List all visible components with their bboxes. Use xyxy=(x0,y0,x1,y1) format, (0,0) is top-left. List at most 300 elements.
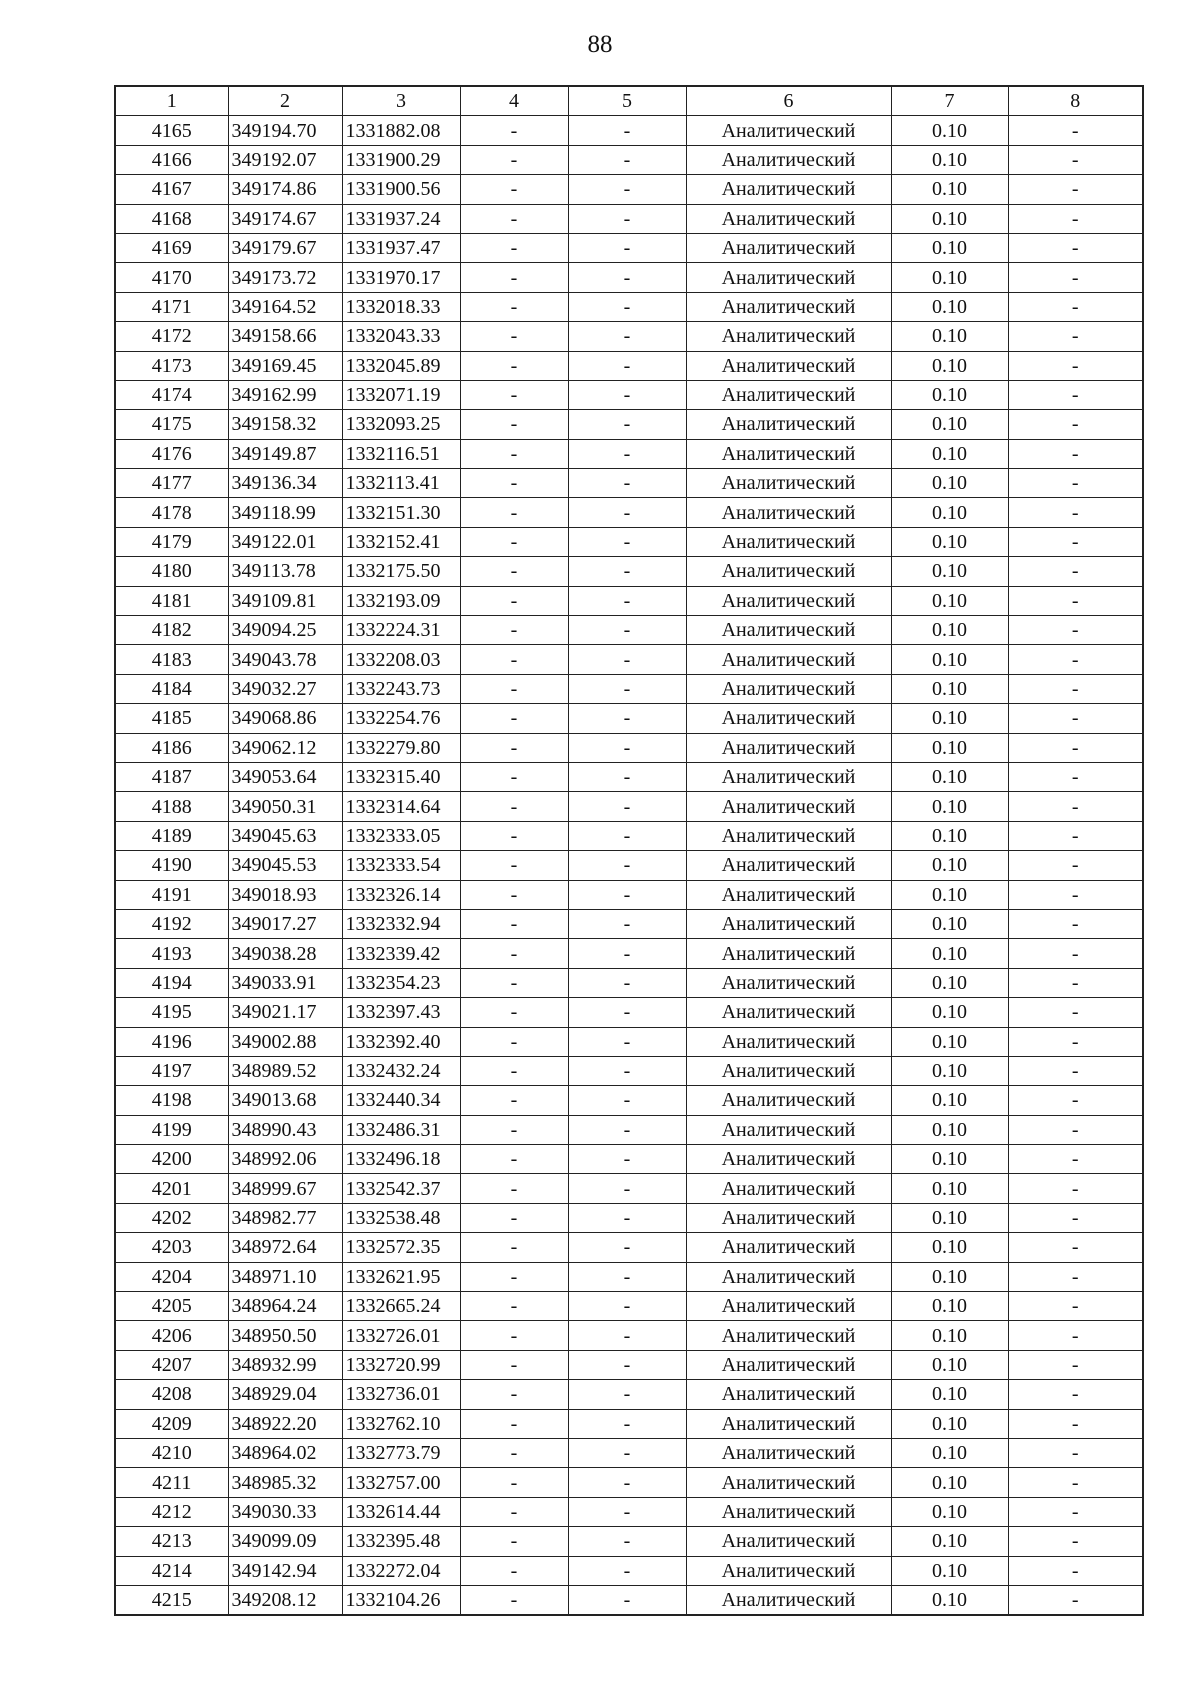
method-cell: Аналитический xyxy=(686,968,891,997)
accuracy-cell: 0.10 xyxy=(891,263,1008,292)
table-row xyxy=(115,1468,1143,1497)
accuracy-cell: 0.10 xyxy=(891,292,1008,321)
y-coordinate-cell: 1332104.26 xyxy=(342,1585,460,1615)
y-coordinate-cell: 1332043.33 xyxy=(342,322,460,351)
accuracy-cell: 0.10 xyxy=(891,1527,1008,1556)
accuracy-cell: 0.10 xyxy=(891,145,1008,174)
y-coordinate-cell: 1332272.04 xyxy=(342,1556,460,1585)
method-cell: Аналитический xyxy=(686,204,891,233)
table-row xyxy=(115,821,1143,850)
col5-cell: - xyxy=(568,410,686,439)
point-number-cell: 4204 xyxy=(115,1262,228,1291)
y-coordinate-cell: 1332113.41 xyxy=(342,469,460,498)
point-number-cell: 4205 xyxy=(115,1292,228,1321)
col5-cell: - xyxy=(568,1409,686,1438)
method-cell: Аналитический xyxy=(686,322,891,351)
col5-cell: - xyxy=(568,175,686,204)
x-coordinate-cell: 349118.99 xyxy=(228,498,342,527)
col8-cell: - xyxy=(1008,469,1143,498)
column-header: 3 xyxy=(342,86,460,116)
col4-cell: - xyxy=(460,851,568,880)
accuracy-cell: 0.10 xyxy=(891,498,1008,527)
col5-cell: - xyxy=(568,1233,686,1262)
accuracy-cell: 0.10 xyxy=(891,909,1008,938)
col5-cell: - xyxy=(568,674,686,703)
x-coordinate-cell: 349164.52 xyxy=(228,292,342,321)
method-cell: Аналитический xyxy=(686,733,891,762)
accuracy-cell: 0.10 xyxy=(891,704,1008,733)
col4-cell: - xyxy=(460,233,568,262)
accuracy-cell: 0.10 xyxy=(891,1027,1008,1056)
y-coordinate-cell: 1332736.01 xyxy=(342,1380,460,1409)
col4-cell: - xyxy=(460,1468,568,1497)
col5-cell: - xyxy=(568,1203,686,1232)
point-number-cell: 4194 xyxy=(115,968,228,997)
x-coordinate-cell: 349142.94 xyxy=(228,1556,342,1585)
point-number-cell: 4206 xyxy=(115,1321,228,1350)
col5-cell: - xyxy=(568,616,686,645)
method-cell: Аналитический xyxy=(686,1027,891,1056)
accuracy-cell: 0.10 xyxy=(891,1350,1008,1379)
y-coordinate-cell: 1332354.23 xyxy=(342,968,460,997)
method-cell: Аналитический xyxy=(686,1497,891,1526)
method-cell: Аналитический xyxy=(686,527,891,556)
accuracy-cell: 0.10 xyxy=(891,1438,1008,1467)
method-cell: Аналитический xyxy=(686,1585,891,1615)
point-number-cell: 4202 xyxy=(115,1203,228,1232)
y-coordinate-cell: 1332279.80 xyxy=(342,733,460,762)
column-header: 4 xyxy=(460,86,568,116)
x-coordinate-cell: 349192.07 xyxy=(228,145,342,174)
accuracy-cell: 0.10 xyxy=(891,380,1008,409)
method-cell: Аналитический xyxy=(686,586,891,615)
col5-cell: - xyxy=(568,1468,686,1497)
y-coordinate-cell: 1332208.03 xyxy=(342,645,460,674)
column-header: 8 xyxy=(1008,86,1143,116)
point-number-cell: 4186 xyxy=(115,733,228,762)
point-number-cell: 4193 xyxy=(115,939,228,968)
y-coordinate-cell: 1332175.50 xyxy=(342,557,460,586)
col4-cell: - xyxy=(460,1321,568,1350)
col4-cell: - xyxy=(460,439,568,468)
col5-cell: - xyxy=(568,439,686,468)
col8-cell: - xyxy=(1008,1292,1143,1321)
col5-cell: - xyxy=(568,939,686,968)
x-coordinate-cell: 348971.10 xyxy=(228,1262,342,1291)
accuracy-cell: 0.10 xyxy=(891,998,1008,1027)
x-coordinate-cell: 349136.34 xyxy=(228,469,342,498)
x-coordinate-cell: 349045.63 xyxy=(228,821,342,850)
x-coordinate-cell: 348990.43 xyxy=(228,1115,342,1144)
table-row xyxy=(115,998,1143,1027)
method-cell: Аналитический xyxy=(686,1262,891,1291)
x-coordinate-cell: 349094.25 xyxy=(228,616,342,645)
method-cell: Аналитический xyxy=(686,1115,891,1144)
table-row xyxy=(115,145,1143,174)
col5-cell: - xyxy=(568,380,686,409)
col5-cell: - xyxy=(568,704,686,733)
point-number-cell: 4174 xyxy=(115,380,228,409)
point-number-cell: 4191 xyxy=(115,880,228,909)
x-coordinate-cell: 349038.28 xyxy=(228,939,342,968)
col8-cell: - xyxy=(1008,1115,1143,1144)
col5-cell: - xyxy=(568,1262,686,1291)
x-coordinate-cell: 348982.77 xyxy=(228,1203,342,1232)
y-coordinate-cell: 1332151.30 xyxy=(342,498,460,527)
col4-cell: - xyxy=(460,909,568,938)
point-number-cell: 4165 xyxy=(115,116,228,145)
col4-cell: - xyxy=(460,1438,568,1467)
y-coordinate-cell: 1332395.48 xyxy=(342,1527,460,1556)
col5-cell: - xyxy=(568,1380,686,1409)
method-cell: Аналитический xyxy=(686,674,891,703)
accuracy-cell: 0.10 xyxy=(891,1585,1008,1615)
point-number-cell: 4213 xyxy=(115,1527,228,1556)
col4-cell: - xyxy=(460,645,568,674)
y-coordinate-cell: 1332045.89 xyxy=(342,351,460,380)
method-cell: Аналитический xyxy=(686,1086,891,1115)
x-coordinate-cell: 349033.91 xyxy=(228,968,342,997)
accuracy-cell: 0.10 xyxy=(891,439,1008,468)
point-number-cell: 4188 xyxy=(115,792,228,821)
point-number-cell: 4184 xyxy=(115,674,228,703)
point-number-cell: 4214 xyxy=(115,1556,228,1585)
col8-cell: - xyxy=(1008,145,1143,174)
table-row xyxy=(115,792,1143,821)
accuracy-cell: 0.10 xyxy=(891,175,1008,204)
col4-cell: - xyxy=(460,1145,568,1174)
col4-cell: - xyxy=(460,498,568,527)
x-coordinate-cell: 349174.67 xyxy=(228,204,342,233)
x-coordinate-cell: 348950.50 xyxy=(228,1321,342,1350)
col4-cell: - xyxy=(460,1233,568,1262)
accuracy-cell: 0.10 xyxy=(891,1380,1008,1409)
accuracy-cell: 0.10 xyxy=(891,469,1008,498)
accuracy-cell: 0.10 xyxy=(891,821,1008,850)
point-number-cell: 4200 xyxy=(115,1145,228,1174)
table-row xyxy=(115,733,1143,762)
col5-cell: - xyxy=(568,1115,686,1144)
col8-cell: - xyxy=(1008,762,1143,791)
table-row xyxy=(115,1585,1143,1615)
x-coordinate-cell: 348985.32 xyxy=(228,1468,342,1497)
point-number-cell: 4177 xyxy=(115,469,228,498)
method-cell: Аналитический xyxy=(686,1350,891,1379)
table-row xyxy=(115,175,1143,204)
col4-cell: - xyxy=(460,1409,568,1438)
col4-cell: - xyxy=(460,792,568,821)
method-cell: Аналитический xyxy=(686,175,891,204)
col5-cell: - xyxy=(568,821,686,850)
method-cell: Аналитический xyxy=(686,351,891,380)
x-coordinate-cell: 349158.32 xyxy=(228,410,342,439)
point-number-cell: 4182 xyxy=(115,616,228,645)
accuracy-cell: 0.10 xyxy=(891,616,1008,645)
col5-cell: - xyxy=(568,1056,686,1085)
method-cell: Аналитический xyxy=(686,1527,891,1556)
col8-cell: - xyxy=(1008,821,1143,850)
table-row xyxy=(115,645,1143,674)
x-coordinate-cell: 349179.67 xyxy=(228,233,342,262)
method-cell: Аналитический xyxy=(686,469,891,498)
col5-cell: - xyxy=(568,1086,686,1115)
table-row xyxy=(115,939,1143,968)
y-coordinate-cell: 1332757.00 xyxy=(342,1468,460,1497)
x-coordinate-cell: 349002.88 xyxy=(228,1027,342,1056)
table-row xyxy=(115,233,1143,262)
point-number-cell: 4207 xyxy=(115,1350,228,1379)
col5-cell: - xyxy=(568,204,686,233)
x-coordinate-cell: 349122.01 xyxy=(228,527,342,556)
col8-cell: - xyxy=(1008,1527,1143,1556)
col8-cell: - xyxy=(1008,1438,1143,1467)
y-coordinate-cell: 1332762.10 xyxy=(342,1409,460,1438)
coordinates-table xyxy=(114,85,1144,1616)
accuracy-cell: 0.10 xyxy=(891,792,1008,821)
point-number-cell: 4211 xyxy=(115,1468,228,1497)
method-cell: Аналитический xyxy=(686,292,891,321)
point-number-cell: 4179 xyxy=(115,527,228,556)
point-number-cell: 4196 xyxy=(115,1027,228,1056)
col5-cell: - xyxy=(568,1350,686,1379)
method-cell: Аналитический xyxy=(686,439,891,468)
col8-cell: - xyxy=(1008,909,1143,938)
table-row xyxy=(115,1438,1143,1467)
table-row xyxy=(115,1056,1143,1085)
x-coordinate-cell: 348964.24 xyxy=(228,1292,342,1321)
col8-cell: - xyxy=(1008,1086,1143,1115)
table-row xyxy=(115,410,1143,439)
col4-cell: - xyxy=(460,1556,568,1585)
table-row xyxy=(115,1027,1143,1056)
table-row xyxy=(115,968,1143,997)
col4-cell: - xyxy=(460,145,568,174)
col8-cell: - xyxy=(1008,233,1143,262)
x-coordinate-cell: 349162.99 xyxy=(228,380,342,409)
col4-cell: - xyxy=(460,410,568,439)
col5-cell: - xyxy=(568,469,686,498)
col4-cell: - xyxy=(460,204,568,233)
table-row xyxy=(115,704,1143,733)
col8-cell: - xyxy=(1008,1321,1143,1350)
column-header: 7 xyxy=(891,86,1008,116)
table-row xyxy=(115,1262,1143,1291)
y-coordinate-cell: 1332572.35 xyxy=(342,1233,460,1262)
col4-cell: - xyxy=(460,939,568,968)
y-coordinate-cell: 1332397.43 xyxy=(342,998,460,1027)
y-coordinate-cell: 1332152.41 xyxy=(342,527,460,556)
col8-cell: - xyxy=(1008,1585,1143,1615)
col8-cell: - xyxy=(1008,1056,1143,1085)
method-cell: Аналитический xyxy=(686,792,891,821)
table-row xyxy=(115,1380,1143,1409)
col8-cell: - xyxy=(1008,1174,1143,1203)
y-coordinate-cell: 1331937.47 xyxy=(342,233,460,262)
col5-cell: - xyxy=(568,527,686,556)
point-number-cell: 4212 xyxy=(115,1497,228,1526)
col8-cell: - xyxy=(1008,1380,1143,1409)
point-number-cell: 4166 xyxy=(115,145,228,174)
col5-cell: - xyxy=(568,1174,686,1203)
y-coordinate-cell: 1332432.24 xyxy=(342,1056,460,1085)
col4-cell: - xyxy=(460,586,568,615)
col5-cell: - xyxy=(568,1321,686,1350)
col8-cell: - xyxy=(1008,1350,1143,1379)
table-row xyxy=(115,762,1143,791)
col5-cell: - xyxy=(568,968,686,997)
col8-cell: - xyxy=(1008,1468,1143,1497)
col8-cell: - xyxy=(1008,557,1143,586)
col8-cell: - xyxy=(1008,322,1143,351)
y-coordinate-cell: 1332720.99 xyxy=(342,1350,460,1379)
col8-cell: - xyxy=(1008,939,1143,968)
method-cell: Аналитический xyxy=(686,762,891,791)
col4-cell: - xyxy=(460,762,568,791)
point-number-cell: 4180 xyxy=(115,557,228,586)
accuracy-cell: 0.10 xyxy=(891,851,1008,880)
table-row xyxy=(115,469,1143,498)
table-row xyxy=(115,1233,1143,1262)
method-cell: Аналитический xyxy=(686,880,891,909)
col5-cell: - xyxy=(568,1585,686,1615)
col8-cell: - xyxy=(1008,880,1143,909)
col8-cell: - xyxy=(1008,1556,1143,1585)
x-coordinate-cell: 349018.93 xyxy=(228,880,342,909)
table-row xyxy=(115,116,1143,145)
y-coordinate-cell: 1332315.40 xyxy=(342,762,460,791)
accuracy-cell: 0.10 xyxy=(891,116,1008,145)
col8-cell: - xyxy=(1008,998,1143,1027)
method-cell: Аналитический xyxy=(686,851,891,880)
col8-cell: - xyxy=(1008,674,1143,703)
accuracy-cell: 0.10 xyxy=(891,1468,1008,1497)
col8-cell: - xyxy=(1008,1409,1143,1438)
col5-cell: - xyxy=(568,792,686,821)
col8-cell: - xyxy=(1008,292,1143,321)
x-coordinate-cell: 349109.81 xyxy=(228,586,342,615)
col4-cell: - xyxy=(460,351,568,380)
col5-cell: - xyxy=(568,1497,686,1526)
col8-cell: - xyxy=(1008,498,1143,527)
method-cell: Аналитический xyxy=(686,145,891,174)
accuracy-cell: 0.10 xyxy=(891,410,1008,439)
accuracy-cell: 0.10 xyxy=(891,1497,1008,1526)
col4-cell: - xyxy=(460,1292,568,1321)
col4-cell: - xyxy=(460,1027,568,1056)
col5-cell: - xyxy=(568,351,686,380)
table-row xyxy=(115,351,1143,380)
method-cell: Аналитический xyxy=(686,380,891,409)
col4-cell: - xyxy=(460,292,568,321)
x-coordinate-cell: 349174.86 xyxy=(228,175,342,204)
col5-cell: - xyxy=(568,498,686,527)
col5-cell: - xyxy=(568,645,686,674)
y-coordinate-cell: 1332332.94 xyxy=(342,909,460,938)
col8-cell: - xyxy=(1008,733,1143,762)
y-coordinate-cell: 1331900.56 xyxy=(342,175,460,204)
y-coordinate-cell: 1332486.31 xyxy=(342,1115,460,1144)
col5-cell: - xyxy=(568,880,686,909)
col8-cell: - xyxy=(1008,704,1143,733)
point-number-cell: 4168 xyxy=(115,204,228,233)
y-coordinate-cell: 1331882.08 xyxy=(342,116,460,145)
table-row xyxy=(115,1115,1143,1144)
col4-cell: - xyxy=(460,322,568,351)
y-coordinate-cell: 1332314.64 xyxy=(342,792,460,821)
y-coordinate-cell: 1332496.18 xyxy=(342,1145,460,1174)
col8-cell: - xyxy=(1008,1145,1143,1174)
col8-cell: - xyxy=(1008,439,1143,468)
x-coordinate-cell: 349013.68 xyxy=(228,1086,342,1115)
accuracy-cell: 0.10 xyxy=(891,733,1008,762)
method-cell: Аналитический xyxy=(686,116,891,145)
point-number-cell: 4178 xyxy=(115,498,228,527)
accuracy-cell: 0.10 xyxy=(891,1409,1008,1438)
col8-cell: - xyxy=(1008,616,1143,645)
method-cell: Аналитический xyxy=(686,410,891,439)
x-coordinate-cell: 349099.09 xyxy=(228,1527,342,1556)
table-row xyxy=(115,498,1143,527)
y-coordinate-cell: 1332071.19 xyxy=(342,380,460,409)
table-row xyxy=(115,1321,1143,1350)
x-coordinate-cell: 348932.99 xyxy=(228,1350,342,1379)
col5-cell: - xyxy=(568,762,686,791)
method-cell: Аналитический xyxy=(686,263,891,292)
x-coordinate-cell: 349208.12 xyxy=(228,1585,342,1615)
method-cell: Аналитический xyxy=(686,557,891,586)
table-row xyxy=(115,380,1143,409)
y-coordinate-cell: 1332773.79 xyxy=(342,1438,460,1467)
point-number-cell: 4185 xyxy=(115,704,228,733)
point-number-cell: 4203 xyxy=(115,1233,228,1262)
accuracy-cell: 0.10 xyxy=(891,674,1008,703)
col4-cell: - xyxy=(460,1086,568,1115)
x-coordinate-cell: 349169.45 xyxy=(228,351,342,380)
col8-cell: - xyxy=(1008,263,1143,292)
table-row xyxy=(115,851,1143,880)
col5-cell: - xyxy=(568,322,686,351)
accuracy-cell: 0.10 xyxy=(891,204,1008,233)
table-row xyxy=(115,880,1143,909)
method-cell: Аналитический xyxy=(686,1321,891,1350)
col8-cell: - xyxy=(1008,1497,1143,1526)
accuracy-cell: 0.10 xyxy=(891,968,1008,997)
accuracy-cell: 0.10 xyxy=(891,762,1008,791)
point-number-cell: 4209 xyxy=(115,1409,228,1438)
y-coordinate-cell: 1332326.14 xyxy=(342,880,460,909)
y-coordinate-cell: 1332665.24 xyxy=(342,1292,460,1321)
method-cell: Аналитический xyxy=(686,1556,891,1585)
point-number-cell: 4170 xyxy=(115,263,228,292)
col8-cell: - xyxy=(1008,1203,1143,1232)
method-cell: Аналитический xyxy=(686,821,891,850)
col5-cell: - xyxy=(568,1145,686,1174)
column-header: 1 xyxy=(115,86,228,116)
col4-cell: - xyxy=(460,469,568,498)
y-coordinate-cell: 1332333.05 xyxy=(342,821,460,850)
accuracy-cell: 0.10 xyxy=(891,1086,1008,1115)
col5-cell: - xyxy=(568,233,686,262)
accuracy-cell: 0.10 xyxy=(891,1203,1008,1232)
method-cell: Аналитический xyxy=(686,939,891,968)
x-coordinate-cell: 349032.27 xyxy=(228,674,342,703)
method-cell: Аналитический xyxy=(686,1380,891,1409)
x-coordinate-cell: 349050.31 xyxy=(228,792,342,821)
point-number-cell: 4176 xyxy=(115,439,228,468)
y-coordinate-cell: 1332116.51 xyxy=(342,439,460,468)
method-cell: Аналитический xyxy=(686,233,891,262)
col5-cell: - xyxy=(568,1556,686,1585)
